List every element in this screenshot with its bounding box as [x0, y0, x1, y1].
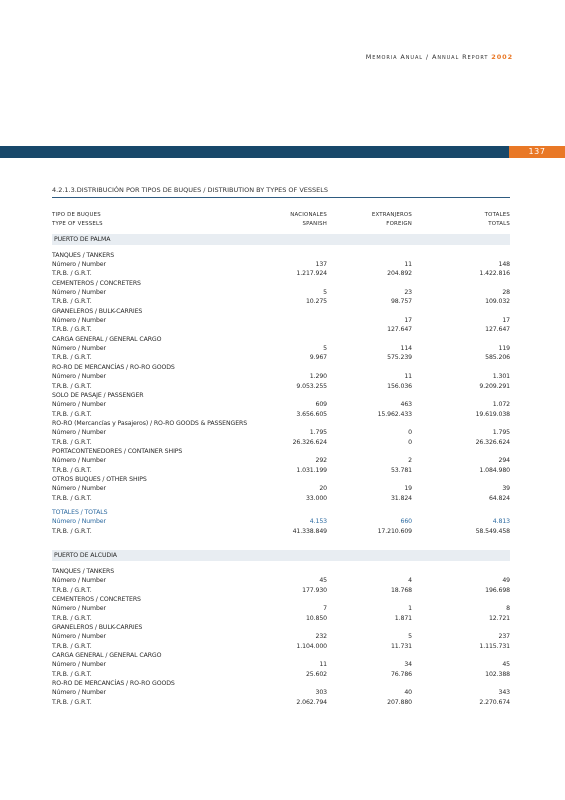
row-label: PORTACONTENEDORES / CONTAINER SHIPS	[52, 447, 183, 455]
number-row	[52, 344, 510, 353]
value-total: 127.647	[485, 326, 510, 334]
grt-row	[52, 698, 510, 707]
value-foreign: 76.786	[390, 670, 412, 678]
row-label: Número / Number	[52, 633, 106, 641]
row-label: Número / Number	[52, 605, 106, 613]
number-row	[52, 632, 510, 641]
value-foreign: 31.824	[390, 494, 412, 502]
grt-row	[52, 438, 510, 447]
value-spanish: 303	[315, 689, 327, 697]
value-foreign: 17	[404, 317, 412, 325]
value-total: 1.795	[492, 429, 510, 437]
value-total: 9.209.291	[479, 382, 510, 390]
column-header-row	[52, 211, 510, 220]
value-foreign: 156.036	[387, 382, 412, 390]
row-label: Número / Number	[52, 373, 106, 381]
value-spanish: 1.795	[309, 429, 327, 437]
number-row	[52, 260, 510, 269]
row-label: Número / Number	[52, 485, 106, 493]
value-total: 8	[506, 605, 510, 613]
value-total: 237	[498, 633, 510, 641]
value-total: 119	[498, 345, 510, 353]
totals-grt-row	[52, 527, 510, 536]
value-total: 26.326.624	[475, 438, 510, 446]
value-spanish: 1.104.000	[296, 642, 327, 650]
value-total: 19.619.038	[475, 410, 510, 418]
vessel-type-row	[52, 335, 510, 344]
col-type-es: TIPO DE BUQUES	[52, 212, 101, 218]
value-foreign: 1.871	[394, 614, 412, 622]
vessel-type-row	[52, 251, 510, 260]
port-header: PUERTO DE ALCUDIA	[52, 550, 510, 561]
row-label: T.R.B. / G.R.T.	[52, 494, 92, 502]
number-row	[52, 400, 510, 409]
row-label: T.R.B. / G.R.T.	[52, 527, 92, 535]
value-foreign: 0	[408, 429, 412, 437]
row-label: SOLO DE PASAJE / PASSENGER	[52, 391, 144, 399]
vessel-type-row	[52, 419, 510, 428]
page-number: 137	[509, 146, 565, 158]
grt-row	[52, 297, 510, 306]
value-total: 4.813	[492, 518, 510, 526]
value-total: 1.422.816	[479, 270, 510, 278]
value-total: 49	[502, 577, 510, 585]
number-row	[52, 660, 510, 669]
row-label: Número / Number	[52, 345, 106, 353]
row-label: T.R.B. / G.R.T.	[52, 410, 92, 418]
value-foreign: 18.768	[390, 586, 412, 594]
report-header	[366, 53, 513, 61]
grt-row	[52, 269, 510, 278]
value-spanish: 137	[315, 261, 327, 269]
grt-row	[52, 410, 510, 419]
number-row	[52, 372, 510, 381]
row-label: Número / Number	[52, 317, 106, 325]
row-label: TOTALES / TOTALS	[52, 508, 108, 516]
section-title: 4.2.1.3.DISTRIBUCIÓN POR TIPOS DE BUQUES / DISTRIBUTION BY TYPES OF VESSELS	[52, 186, 510, 198]
value-foreign: 34	[404, 661, 412, 669]
row-label: Número / Number	[52, 289, 106, 297]
totals-label-row	[52, 508, 510, 517]
number-row	[52, 484, 510, 493]
value-foreign: 575.239	[387, 354, 412, 362]
value-total: 58.549.458	[475, 527, 510, 535]
number-row	[52, 288, 510, 297]
value-spanish: 10.275	[305, 298, 327, 306]
value-spanish: 41.338.849	[292, 527, 327, 535]
value-foreign: 53.781	[390, 466, 412, 474]
value-total: 196.698	[485, 586, 510, 594]
value-spanish: 20	[319, 485, 327, 493]
value-total: 12.721	[488, 614, 510, 622]
value-foreign: 5	[408, 633, 412, 641]
row-label: T.R.B. / G.R.T.	[52, 614, 92, 622]
col-tot-en: TOTALS	[488, 221, 510, 228]
value-spanish: 1.290	[309, 373, 327, 381]
value-foreign: 127.647	[387, 326, 412, 334]
value-foreign: 23	[404, 289, 412, 297]
value-spanish: 2.062.794	[296, 698, 327, 706]
row-label: T.R.B. / G.R.T.	[52, 670, 92, 678]
value-total: 64.824	[488, 494, 510, 502]
row-label: CEMENTEROS / CONCRETERS	[52, 596, 141, 604]
row-label: T.R.B. / G.R.T.	[52, 326, 92, 334]
value-spanish: 292	[315, 457, 327, 465]
row-label: T.R.B. / G.R.T.	[52, 698, 92, 706]
value-foreign: 204.892	[387, 270, 412, 278]
row-label: OTROS BUQUES / OTHER SHIPS	[52, 475, 147, 483]
col-nac-en: SPANISH	[302, 221, 327, 228]
vessel-type-row	[52, 595, 510, 604]
row-label: T.R.B. / G.R.T.	[52, 586, 92, 594]
value-foreign: 2	[408, 457, 412, 465]
value-spanish: 4.153	[309, 518, 327, 526]
header-band	[0, 146, 565, 158]
number-row	[52, 688, 510, 697]
row-label: Número / Number	[52, 518, 106, 526]
value-spanish: 1.031.199	[296, 466, 327, 474]
row-label: Número / Number	[52, 261, 106, 269]
value-spanish: 9.053.255	[296, 382, 327, 390]
row-label: CARGA GENERAL / GENERAL CARGO	[52, 335, 162, 343]
vessel-type-row	[52, 623, 510, 632]
column-header-row	[52, 220, 510, 229]
value-foreign: 660	[400, 518, 412, 526]
vessel-type-row	[52, 447, 510, 456]
value-foreign: 11	[404, 373, 412, 381]
value-foreign: 15.962.433	[377, 410, 412, 418]
value-spanish: 232	[315, 633, 327, 641]
col-type-en: TYPE OF VESSELS	[52, 221, 103, 228]
grt-row	[52, 586, 510, 595]
grt-row	[52, 614, 510, 623]
value-foreign: 463	[400, 401, 412, 409]
row-label: T.R.B. / G.R.T.	[52, 354, 92, 362]
value-spanish: 11	[319, 661, 327, 669]
value-spanish: 5	[323, 289, 327, 297]
value-foreign: 4	[408, 577, 412, 585]
spacer	[52, 536, 510, 546]
row-label: T.R.B. / G.R.T.	[52, 270, 92, 278]
value-total: 17	[502, 317, 510, 325]
value-spanish: 177.930	[302, 586, 327, 594]
value-foreign: 19	[404, 485, 412, 493]
grt-row	[52, 353, 510, 362]
value-spanish: 33.000	[305, 494, 327, 502]
grt-row	[52, 382, 510, 391]
row-label: TANQUES / TANKERS	[52, 251, 115, 259]
value-foreign: 0	[408, 438, 412, 446]
row-label: Número / Number	[52, 401, 106, 409]
value-spanish: 7	[323, 605, 327, 613]
row-label: Número / Number	[52, 577, 106, 585]
row-label: GRANELEROS / BULK-CARRIES	[52, 307, 143, 315]
port-header: PUERTO DE PALMA	[52, 234, 510, 245]
value-foreign: 11.731	[390, 642, 412, 650]
vessel-type-row	[52, 651, 510, 660]
value-total: 1.072	[492, 401, 510, 409]
row-label: RO-RO DE MERCANCÍAS / RO-RO GOODS	[52, 363, 175, 371]
number-row	[52, 456, 510, 465]
value-spanish: 9.967	[309, 354, 327, 362]
vessel-type-row	[52, 475, 510, 484]
row-label: GRANELEROS / BULK-CARRIES	[52, 624, 143, 632]
row-label: T.R.B. / G.R.T.	[52, 438, 92, 446]
value-total: 2.270.674	[479, 698, 510, 706]
value-total: 343	[498, 689, 510, 697]
number-row	[52, 428, 510, 437]
value-foreign: 98.757	[390, 298, 412, 306]
number-row	[52, 604, 510, 613]
row-label: T.R.B. / G.R.T.	[52, 466, 92, 474]
report-title: Memoria Anual / Annual Report	[365, 53, 489, 61]
value-spanish: 26.326.624	[292, 438, 327, 446]
value-foreign: 40	[404, 689, 412, 697]
vessel-type-row	[52, 363, 510, 372]
row-label: Número / Number	[52, 429, 106, 437]
row-label: CEMENTEROS / CONCRETERS	[52, 279, 141, 287]
vessel-distribution-table	[52, 211, 510, 707]
value-total: 1.301	[492, 373, 510, 381]
value-total: 109.032	[485, 298, 510, 306]
value-foreign: 11	[404, 261, 412, 269]
row-label: RO-RO DE MERCANCÍAS / RO-RO GOODS	[52, 680, 175, 688]
row-label: T.R.B. / G.R.T.	[52, 642, 92, 650]
value-total: 39	[502, 485, 510, 493]
value-spanish: 609	[315, 401, 327, 409]
grt-row	[52, 494, 510, 503]
value-total: 294	[498, 457, 510, 465]
value-foreign: 1	[408, 605, 412, 613]
value-spanish: 45	[319, 577, 327, 585]
col-ext-es: EXTRANJEROS	[371, 212, 412, 218]
value-total: 585.206	[485, 354, 510, 362]
totals-number-row	[52, 517, 510, 526]
row-label: RO-RO (Mercancías y Pasajeros) / RO-RO GOODS & PASSENGERS	[52, 419, 248, 427]
value-spanish: 10.850	[305, 614, 327, 622]
col-nac-es: NACIONALES	[290, 212, 327, 218]
value-total: 1.115.731	[479, 642, 510, 650]
value-spanish: 5	[323, 345, 327, 353]
value-foreign: 17.210.609	[377, 527, 412, 535]
vessel-type-row	[52, 307, 510, 316]
row-label: Número / Number	[52, 457, 106, 465]
row-label: TANQUES / TANKERS	[52, 568, 115, 575]
grt-row	[52, 670, 510, 679]
value-total: 148	[498, 261, 510, 269]
number-row	[52, 316, 510, 325]
value-total: 1.084.980	[479, 466, 510, 474]
value-total: 28	[502, 289, 510, 297]
vessel-type-row	[52, 391, 510, 400]
grt-row	[52, 325, 510, 334]
col-tot-es: TOTALES	[484, 212, 510, 218]
vessel-type-row	[52, 679, 510, 688]
value-spanish: 25.602	[305, 670, 327, 678]
row-label: T.R.B. / G.R.T.	[52, 298, 92, 306]
grt-row	[52, 642, 510, 651]
ports-container	[52, 234, 510, 707]
row-label: Número / Number	[52, 689, 106, 697]
value-foreign: 114	[400, 345, 412, 353]
value-total: 102.388	[485, 670, 510, 678]
col-ext-en: FOREIGN	[386, 221, 412, 228]
value-foreign: 207.880	[387, 698, 412, 706]
vessel-type-row	[52, 567, 510, 576]
report-year: 2002	[491, 53, 513, 61]
vessel-type-row	[52, 279, 510, 288]
row-label: CARGA GENERAL / GENERAL CARGO	[52, 652, 162, 660]
grt-row	[52, 466, 510, 475]
value-spanish: 1.217.924	[296, 270, 327, 278]
value-total: 45	[502, 661, 510, 669]
row-label: Número / Number	[52, 661, 106, 669]
number-row	[52, 576, 510, 585]
value-spanish: 3.656.605	[296, 410, 327, 418]
row-label: T.R.B. / G.R.T.	[52, 382, 92, 390]
